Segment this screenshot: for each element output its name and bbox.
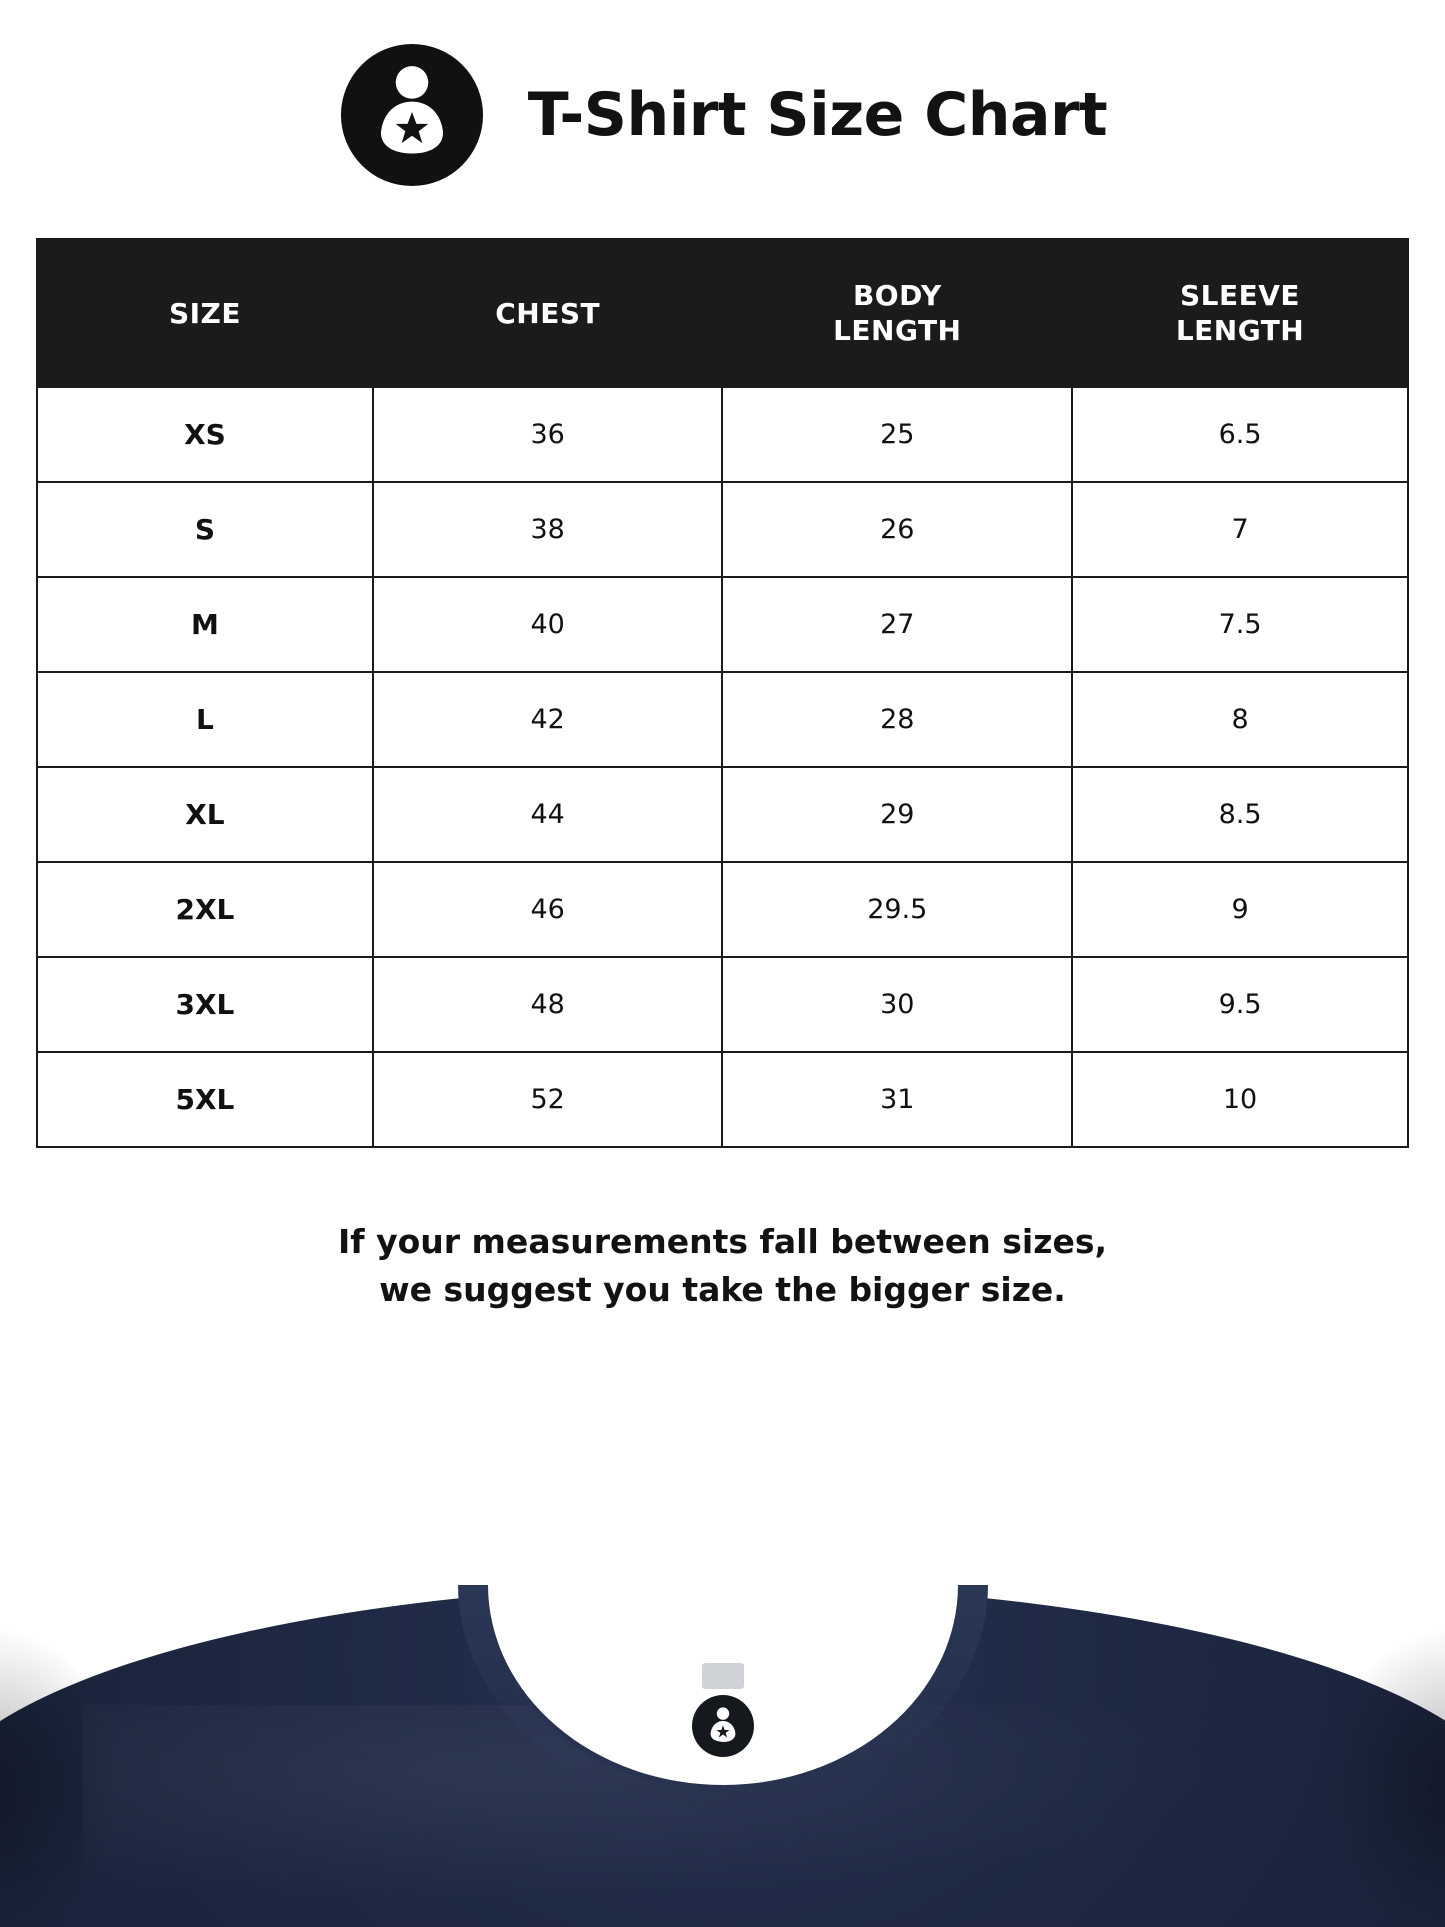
column-header-body-length: BODY LENGTH bbox=[722, 239, 1072, 387]
cell-sleeve-length: 6.5 bbox=[1072, 387, 1408, 482]
cell-sleeve-length: 7.5 bbox=[1072, 577, 1408, 672]
cell-body-length: 29 bbox=[722, 767, 1072, 862]
cell-size: 3XL bbox=[37, 957, 373, 1052]
table-row bbox=[37, 387, 1408, 482]
table-row bbox=[37, 577, 1408, 672]
cell-size: 2XL bbox=[37, 862, 373, 957]
table-row bbox=[37, 767, 1408, 862]
cell-size: 5XL bbox=[37, 1052, 373, 1147]
cell-sleeve-length: 8 bbox=[1072, 672, 1408, 767]
cell-size: S bbox=[37, 482, 373, 577]
cell-body-length: 31 bbox=[722, 1052, 1072, 1147]
table-row bbox=[37, 672, 1408, 767]
cell-size: XL bbox=[37, 767, 373, 862]
cell-chest: 36 bbox=[373, 387, 723, 482]
cell-chest: 52 bbox=[373, 1052, 723, 1147]
sizing-note-line-2: we suggest you take the bigger size. bbox=[379, 1270, 1066, 1310]
brand-figure-icon bbox=[692, 1695, 754, 1757]
cell-chest: 42 bbox=[373, 672, 723, 767]
sizing-note-line-1: If your measurements fall between sizes, bbox=[337, 1222, 1108, 1262]
sizing-note bbox=[0, 1218, 1445, 1314]
cell-chest: 48 bbox=[373, 957, 723, 1052]
cell-body-length: 26 bbox=[722, 482, 1072, 577]
page-header bbox=[0, 0, 1445, 190]
shoulder-shadow-right bbox=[1323, 1625, 1445, 1927]
cell-sleeve-length: 8.5 bbox=[1072, 767, 1408, 862]
tshirt-body bbox=[0, 1585, 1445, 1927]
table-row bbox=[37, 1052, 1408, 1147]
cell-sleeve-length: 10 bbox=[1072, 1052, 1408, 1147]
cell-body-length: 29.5 bbox=[722, 862, 1072, 957]
cell-size: M bbox=[37, 577, 373, 672]
cell-body-length: 27 bbox=[722, 577, 1072, 672]
page-title: T-Shirt Size Chart bbox=[527, 80, 1108, 151]
cell-body-length: 28 bbox=[722, 672, 1072, 767]
cell-size: L bbox=[37, 672, 373, 767]
column-header-sleeve-length: SLEEVE LENGTH bbox=[1072, 239, 1408, 387]
column-header-chest: CHEST bbox=[373, 239, 723, 387]
cell-sleeve-length: 9.5 bbox=[1072, 957, 1408, 1052]
size-chart-table-container bbox=[36, 238, 1409, 1148]
cell-size: XS bbox=[37, 387, 373, 482]
cell-body-length: 25 bbox=[722, 387, 1072, 482]
table-row bbox=[37, 862, 1408, 957]
cell-sleeve-length: 7 bbox=[1072, 482, 1408, 577]
care-label-tag bbox=[702, 1663, 744, 1689]
cell-chest: 46 bbox=[373, 862, 723, 957]
cell-chest: 44 bbox=[373, 767, 723, 862]
table-row bbox=[37, 957, 1408, 1052]
table-header-row bbox=[37, 239, 1408, 387]
shoulder-shadow-left bbox=[0, 1625, 123, 1927]
table-row bbox=[37, 482, 1408, 577]
column-header-size: SIZE bbox=[37, 239, 373, 387]
cell-sleeve-length: 9 bbox=[1072, 862, 1408, 957]
brand-figure-icon bbox=[338, 41, 486, 189]
cell-chest: 40 bbox=[373, 577, 723, 672]
cell-chest: 38 bbox=[373, 482, 723, 577]
product-photo bbox=[0, 1567, 1445, 1927]
cell-body-length: 30 bbox=[722, 957, 1072, 1052]
size-chart-table bbox=[36, 238, 1409, 1148]
